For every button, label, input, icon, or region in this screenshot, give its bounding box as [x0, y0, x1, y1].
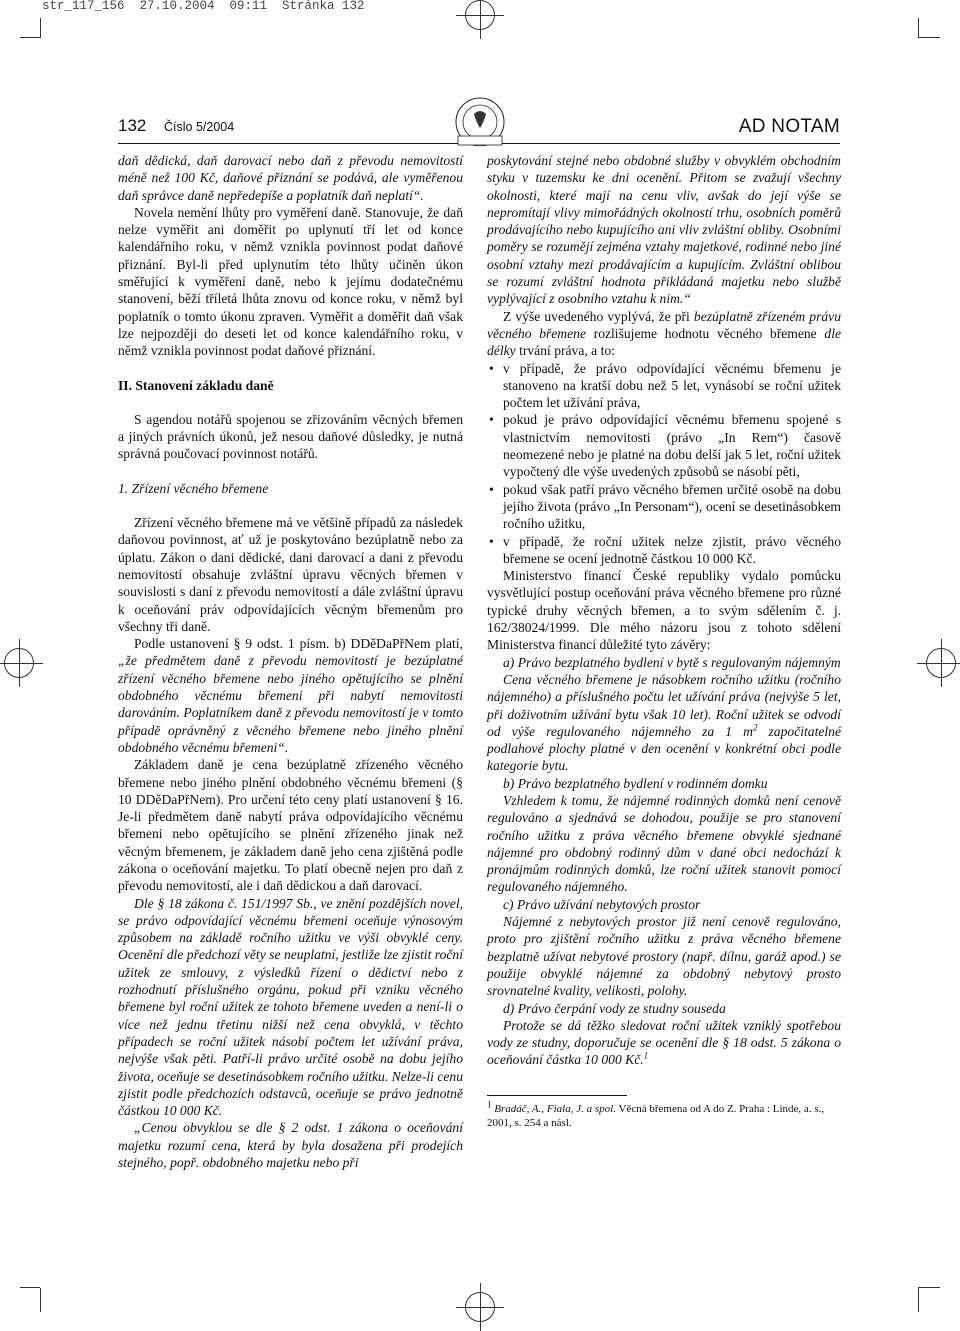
paragraph-text: trvání práva, a to:	[515, 343, 615, 359]
crop-mark	[918, 1288, 919, 1312]
left-column	[118, 152, 463, 1171]
paragraph: S agendou notářů spojenou se zřizováním věcných břemen a jiných právních úkonů, jež nesou daňové důsledky, je nutná správná poučovací povinnost notářů.	[118, 411, 463, 462]
list-item: • pokud je právo odpovídající věcnému břemenu spojené s vlastnictvím nemovitosti (právo „In Rem“) časově neomezené nebo je platné na dobu delší jak 5 let, roční užitek vypočtený dle výše uvedených způsobů se násobí pěti,	[487, 411, 841, 480]
paragraph: Zřízení věcného břemene má ve většině případů za následek daňovou povinnost, ať už je poskytováno bezúplatně nebo za úplatu. Zákon o dani dědické, dani darovací a dani z převodu nemovitostí obsahuje zvláštní úpravu věcných břemen v souvislosti s daní z převodu nemovitostí a dále zvláštní úpravu k oceňování práv odpovídajících věcným břemenům pro všechny tři daně.	[118, 515, 463, 634]
item-heading: c) Právo užívání nebytových prostor	[503, 896, 701, 912]
paragraph: daň dědická, daň darovací nebo daň z převodu nemovitostí méně než 100 Kč, daňové přiznání se podává, ale vyměřenou daň správce daně nepředepíše a poplatník daň neplatí“.	[118, 153, 463, 203]
paragraph-text: Cena věcného břemene je násobkem ročního užitku (ročního nájemného) a příslušného počtu let užívání práva (nejvýše 5 let, při doživotním užívání bytu však 10 let). Roční užitek se odvodí od výše regulovaného nájemného za 1 m	[487, 671, 841, 739]
footnote-number: 1	[487, 1099, 492, 1110]
issue-label: Číslo 5/2004	[164, 120, 235, 134]
paragraph: „Cenou obvyklou se dle § 2 odst. 1 zákona o oceňování majetku rozumí cena, která by byla dosažena při prodejích stejného, popř. obdobného majetku nebo při	[118, 1120, 463, 1171]
crop-mark	[40, 18, 41, 38]
footnote	[487, 1099, 841, 1130]
paragraph: Vzhledem k tomu, že nájemné rodinných domků není cenově regulováno a sjednává se dohodou, použije se pro stanovení ročního užitku z práva věcného břemene obvyklé sjednané nájemné pro obdobný rodinný dům v dané obci nedochází k pronájmům rodinných domků, lze roční užitek stanovit pomocí regulovaného nájemného.	[487, 792, 841, 895]
list-item: • v případě, že právo odpovídající věcnému břemenu je stanoveno na kratší dobu než 5 let, vynásobí se roční užitek počtem let užívání práva,	[487, 360, 841, 412]
paragraph	[487, 308, 841, 360]
paragraph: Ministerstvo financí České republiky vydalo pomůcku vysvětlující postup oceňování práva věcného břemene pro různé typické druhy věcných břemen, a to svým sdělením č. j. 162/38024/1999. Dle mého názoru jsou z tohoto sdělení Ministerstva financí důležité tyto závěry:	[487, 568, 841, 653]
paragraph	[118, 635, 463, 756]
paragraph: poskytování stejné nebo obdobné služby v obvyklém obchodním styku v tuzemsku ke dni ocenění. Přitom se zvažují všechny okolnosti, které mají na cenu vliv, avšak do její výše se nepromítají vlivy mimořádných okolností trhu, osobních poměrů prodávajícího nebo kupujícího ani vliv zvláštní obliby. Osobními poměry se rozumějí zejména vztahy majetkové, rodinné nebo jiné osobní vztahy mezi prodávajícím a kupujícím. Zvláštní oblibou se rozumí zvláštní hodnota přikládaná majetku nebo službě vyplývající z osobního vztahu k nim.“	[487, 153, 841, 307]
paragraph-text: započitatelné podlahové plochy platné v den ocenění v konkrétní obci podle kategorie bytu.	[487, 723, 841, 774]
footnote-text: Věcná břemena od A do Z. Praha : Linde, a. s., 2001, s. 254 a násl.	[487, 1102, 825, 1129]
paragraph	[487, 671, 841, 775]
emphasis: dle délky	[487, 325, 841, 359]
item-heading: b) Právo bezplatného bydlení v rodinném domku	[503, 775, 768, 791]
paragraph-text: rozlišujeme hodnotu věcného břemene	[586, 325, 825, 341]
footnote-reference: 1	[643, 1050, 649, 1061]
registration-mark-icon	[926, 648, 956, 678]
item-heading: d) Právo čerpání vody ze studny souseda	[503, 1000, 726, 1016]
paragraph: Novela nemění lhůty pro vyměření daně. Stanovuje, že daň nelze vyměřit ani doměřit po uplynutí tří let od konce kalendářního roku, v němž vznikla povinnost podat daňové přiznání. Byl-li před uplynutím této lhůty učiněn úkon směřující k vyměření daně, nebo k jejímu dodatečnému stanovení, běží tříletá lhůta znovu od konce roku, v němž byl poplatník o tomto úkonu zpraven. Vyměřit a doměřit daň však lze nejpozději do deseti let od konce kalendářního roku, v němž vznikla povinnost podat daňové přiznání.	[118, 204, 463, 359]
list-item: • pokud však patří právo věcného břemen určité osobě na dobu jejího života (právo „In Personam“), ocení se desetinásobkem ročního užitku,	[487, 481, 841, 533]
superscript: 2	[752, 722, 758, 733]
footnote-rule	[487, 1095, 627, 1096]
crop-mark	[20, 1287, 40, 1288]
section-heading: II. Stanovení základu daně	[118, 377, 274, 393]
registration-mark-icon	[4, 648, 34, 678]
paragraph-text: Podle ustanovení § 9 odst. 1 písm. b) DDěDaPřNem platí,	[134, 636, 463, 652]
subsection-heading: 1. Zřízení věcného břemene	[118, 480, 269, 496]
paragraph	[487, 1017, 841, 1069]
print-slug: str_117_156 27.10.2004 09:11 Stránka 132	[42, 0, 365, 13]
paragraph: Základem daně je cena bezúplatně zřízeného věcného břemene nebo jiného plnění obdobného věcnému břemeni (§ 10 DDěDaPřNem). Pro určení této ceny platí ustanovení § 16. Je-li předmětem daně nabytí práva odpovídajícího věcnému břemeni nebo opětujícího se plnění zřízeného jinak než věcným břemenem, je základem daně jeho cena zjištěná podle zákona o oceňování majetku. To platí obecně nejen pro daň z převodu nemovitostí, ale i daň dědickou a daň darovací.	[118, 757, 463, 894]
right-column	[487, 152, 841, 1130]
bullet-list	[487, 360, 841, 568]
emphasis: bezúplatně zřízeném právu věcného břemene	[487, 308, 841, 341]
crop-mark	[918, 37, 940, 38]
quotation: „že předmětem daně z převodu nemovitostí je bezúplatné zřízení věcného břemene nebo jiného opětujícího se plnění obdobného věcnému břemeni při nabytí nemovitosti darováním. Poplatníkem daně z převodu nemovitostí je v tomto případě oprávněný z věcného břemene nebo jiného plnění obdobného věcnému břemeni“.	[118, 653, 463, 755]
crop-mark	[40, 1288, 41, 1312]
footnote-authors: Bradáč, A., Fiala, J. a spol.	[494, 1102, 616, 1115]
notary-chamber-seal-icon	[440, 92, 520, 146]
paragraph: Nájemné z nebytových prostor již není cenově regulováno, proto pro zjištění ročního užitku z práva věcného břemene bezplatně užívat nebytové prostory (např. dílnu, garáž apod.) se použije obvyklé nájemné za obdobný nebytový prosto srovnatelné kvality, velikosti, polohy.	[487, 914, 841, 999]
paragraph-text: Protože se dá těžko sledovat roční užitek vzniklý spotřebou vody ze studny, doporučuje se ocenění dle § 18 odst. 5 zákona o oceňování částka 10 000 Kč.	[487, 1017, 841, 1068]
crop-mark	[918, 18, 919, 38]
journal-title: AD NOTAM	[738, 116, 840, 137]
list-item: • v případě, že roční užitek nelze zjistit, právo věcného břemene se ocení jednotně částkou 10 000 Kč.	[487, 533, 841, 568]
registration-mark-icon	[465, 0, 495, 30]
crop-mark	[20, 37, 40, 38]
registration-mark-icon	[465, 1292, 495, 1322]
crop-mark	[918, 1287, 940, 1288]
paragraph: Dle § 18 zákona č. 151/1997 Sb., ve znění pozdějších novel, se právo odpovídající věcnému břemeni oceňuje výnosovým způsobem na základě ročního užitku ve výši obvyklé ceny. Ocenění dle předchozí věty se neuplatní, jestliže lze zjistit roční užitek ze smlouvy, z výsledků řízení o dědictví nebo z rozhodnutí příslušného orgánu, pokud při vzniku věcného břemene byl roční užitek ze tohoto břemene uveden a není-li o více než jednu třetinu nižší než cena obvyklá, v těchto případech se roční užitek násobí počtem let užívání práva, nejvýše však pěti. Patří-li právo určité osobě na dobu jejího života, oceňuje se desetinásobkem ročního užitku. Nelze-li cenu zjistit podle předchozích odstavců, oceňuje se právo jednotně částkou 10 000 Kč.	[118, 895, 463, 1119]
page-number: 132	[118, 116, 147, 135]
paragraph-text: Z výše uvedeného vyplývá, že při	[503, 308, 694, 324]
item-heading: a) Právo bezplatného bydlení v bytě s regulovaným nájemným	[503, 654, 841, 670]
